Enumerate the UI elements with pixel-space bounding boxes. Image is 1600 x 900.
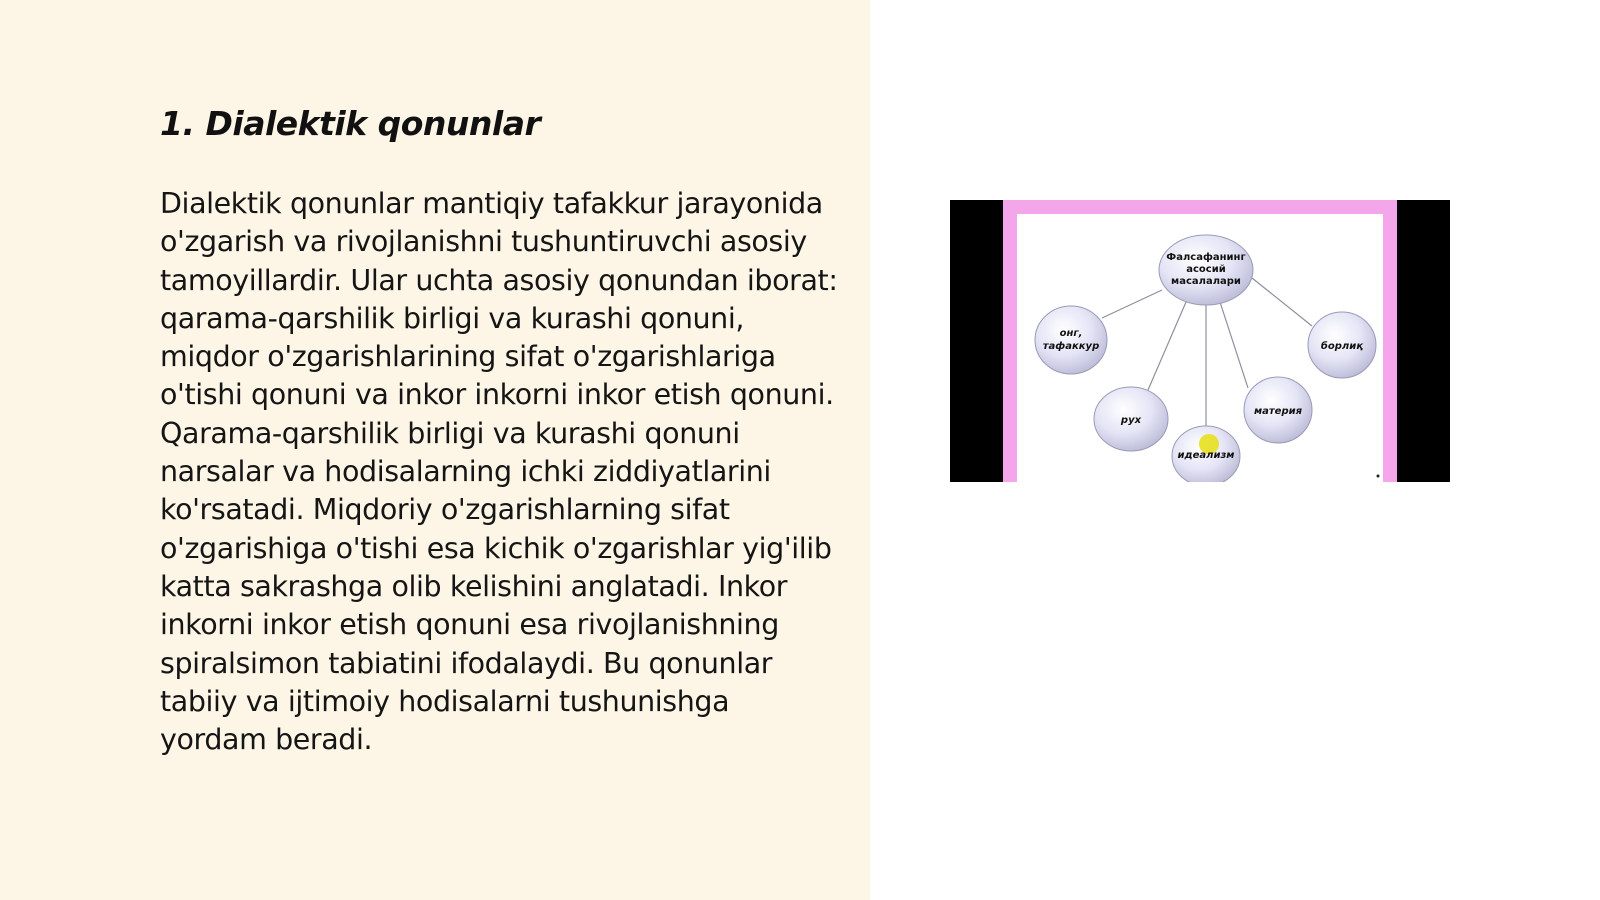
diagram-node-ruh bbox=[1094, 387, 1168, 451]
diagram-node-idealizm bbox=[1172, 426, 1240, 482]
ong-label-2: тафаккур bbox=[1042, 341, 1100, 352]
ruh-label: рух bbox=[1120, 415, 1142, 426]
slide-title: 1. Dialektik qonunlar bbox=[160, 104, 541, 143]
borliq-label: борлиқ bbox=[1320, 341, 1364, 352]
diagram-node-borliq bbox=[1308, 312, 1376, 378]
idealizm-label: идеализм bbox=[1177, 450, 1235, 461]
video-dot bbox=[1377, 475, 1380, 478]
diagram-node-ong bbox=[1035, 306, 1107, 374]
ong-label-1: онг, bbox=[1059, 328, 1083, 339]
diagram-node-materiya bbox=[1244, 377, 1312, 443]
center-label-3: масалалари bbox=[1171, 276, 1241, 287]
center-label-2: асосий bbox=[1186, 264, 1226, 275]
video-frame-svg bbox=[950, 200, 1450, 482]
slide-body-text: Dialektik qonunlar mantiqiy tafakkur jarayonida o'zgarish va rivojlanishni tushuntiruvchi asosiy tamoyillardir. Ular uchta asosiy qonundan iborat: qarama-qarshilik birligi va kurashi qonuni, miqdor o'zgarishlarining sifat o'zgarishlariga o'tishi qonuni va inkor inkorni inkor etish qonuni. Qarama-qarshilik birligi va kurashi qonuni narsalar va hodisalarning ichki ziddiyatlarini ko'rsatadi. Miqdoriy o'zgarishlarning sifat o'zgarishiga o'tishi esa kichik o'zgarishlar yig'ilib katta sakrashga olib kelishini anglatadi. Inkor inkorni inkor etish qonuni esa rivojlanishning spiralsimon tabiatini ifodalaydi. Bu qonunlar tabiiy va ijtimoiy hodisalarni tushunishga yordam beradi. bbox=[160, 187, 838, 757]
center-label-1: Фалсафанинг bbox=[1166, 252, 1246, 263]
embedded-video[interactable] bbox=[950, 200, 1450, 482]
diagram-node-center bbox=[1159, 235, 1253, 305]
materiya-label: материя bbox=[1253, 406, 1303, 417]
